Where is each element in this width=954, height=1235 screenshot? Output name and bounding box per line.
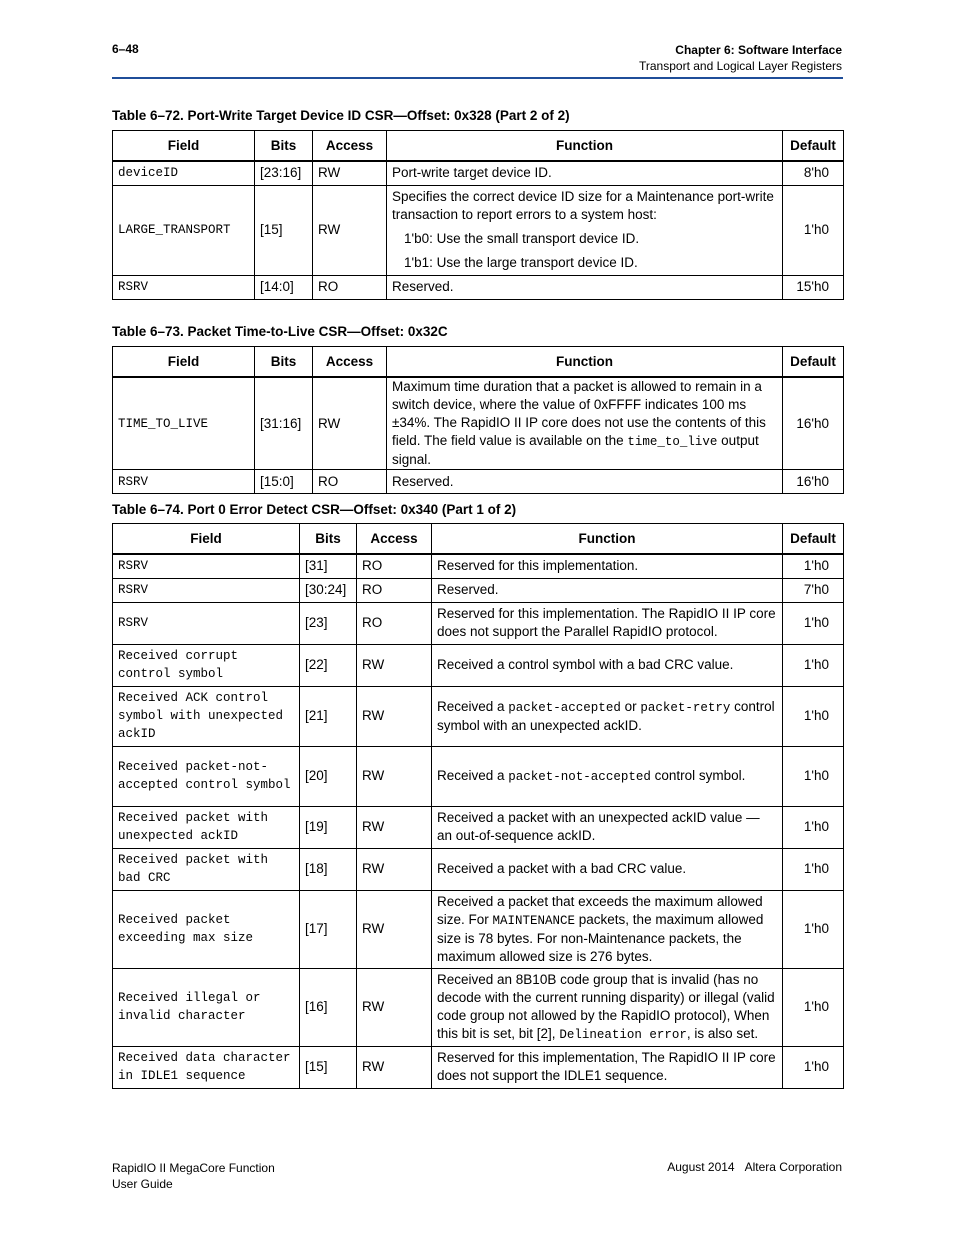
table-row: [113, 686, 844, 746]
cell-bits: [21]: [300, 686, 357, 746]
cell-bits: [14:0]: [255, 275, 313, 299]
cell-access: RO: [313, 275, 387, 299]
cell-default: 1'h0: [783, 554, 844, 578]
cell-function: [432, 890, 783, 968]
cell-bits: [22]: [300, 644, 357, 686]
running-header: [639, 42, 842, 74]
cell-default: 1'h0: [783, 968, 844, 1046]
cell-bits: [15]: [255, 185, 313, 275]
table74: [112, 523, 844, 1089]
col-access: Access: [313, 347, 387, 378]
cell-function: Received a packet with an unexpected ackID value — an out-of-sequence ackID.: [432, 806, 783, 848]
cell-access: RW: [357, 890, 432, 968]
cell-default: 16'h0: [783, 377, 844, 470]
function-text: Maximum time duration that a packet is allowed to remain in a switch device, where the value of 0xFFFF indicates 100 ms ±34%. The RapidIO II IP core does not use the contents of this field. The field value is available on the: [392, 379, 766, 448]
table74-caption: Table 6–74. Port 0 Error Detect CSR—Offset: 0x340 (Part 1 of 2): [112, 502, 517, 517]
cell-access: RW: [357, 644, 432, 686]
cell-default: 1'h0: [783, 185, 844, 275]
cell-bits: [16]: [300, 968, 357, 1046]
table-row: [113, 968, 844, 1046]
cell-default: 1'h0: [783, 890, 844, 968]
cell-bits: [15:0]: [255, 470, 313, 494]
function-text: packets, the maximum allowed size is 78 bytes. For non-Maintenance packets, the maximum allowed size is 276 bytes.: [437, 911, 764, 964]
cell-field: Received packet with unexpected ackID: [113, 806, 300, 848]
cell-default: 8'h0: [783, 161, 844, 185]
cell-default: 1'h0: [783, 746, 844, 806]
cell-default: 1'h0: [783, 806, 844, 848]
cell-bits: [30:24]: [300, 578, 357, 602]
cell-function: [432, 968, 783, 1046]
cell-function: [387, 185, 783, 275]
col-bits: Bits: [255, 131, 313, 162]
table-row: [113, 377, 844, 470]
table-row: [113, 470, 844, 494]
cell-field: Received packet-not-accepted control symbol: [113, 746, 300, 806]
cell-bits: [23:16]: [255, 161, 313, 185]
table-row: [113, 890, 844, 968]
cell-default: 15'h0: [783, 275, 844, 299]
footer-doc: [112, 1160, 275, 1192]
cell-field: RSRV: [113, 602, 300, 644]
cell-field: deviceID: [113, 161, 255, 185]
cell-access: RO: [357, 602, 432, 644]
cell-function: Reserved.: [432, 578, 783, 602]
table73: [112, 346, 844, 494]
function-text: Received a: [437, 698, 509, 714]
col-access: Access: [357, 524, 432, 555]
cell-bits: [31]: [300, 554, 357, 578]
signal-name: packet-accepted: [508, 700, 621, 715]
table-row: [113, 185, 844, 275]
doc-subtitle: User Guide: [112, 1177, 173, 1191]
cell-function: Reserved for this implementation. The RapidIO II IP core does not support the Parallel RapidIO protocol.: [432, 602, 783, 644]
chapter-title: Chapter 6: Software Interface: [675, 43, 842, 57]
cell-function: Port-write target device ID.: [387, 161, 783, 185]
cell-default: 16'h0: [783, 470, 844, 494]
cell-function: Reserved.: [387, 470, 783, 494]
table-row: [113, 848, 844, 890]
cell-field: Received ACK control symbol with unexpected ackID: [113, 686, 300, 746]
table72: [112, 130, 844, 300]
cell-access: RW: [357, 686, 432, 746]
table-row: [113, 275, 844, 299]
table-row: [113, 644, 844, 686]
cell-bits: [19]: [300, 806, 357, 848]
cell-bits: [15]: [300, 1046, 357, 1088]
table-row: [113, 554, 844, 578]
cell-default: 1'h0: [783, 602, 844, 644]
table-header-row: [113, 131, 844, 162]
cell-field: RSRV: [113, 275, 255, 299]
col-bits: Bits: [255, 347, 313, 378]
publish-date: August 2014: [667, 1160, 735, 1174]
function-option: 1'b0: Use the small transport device ID.: [404, 231, 640, 246]
table-row: [113, 1046, 844, 1088]
function-text: or: [620, 698, 641, 714]
function-text: output signal.: [392, 433, 759, 467]
page-number: 6–48: [112, 42, 139, 56]
col-field: Field: [113, 347, 255, 378]
cell-access: RW: [357, 746, 432, 806]
table-row: [113, 806, 844, 848]
cell-bits: [31:16]: [255, 377, 313, 470]
cell-field: Received packet with bad CRC: [113, 848, 300, 890]
cell-field: Received corrupt control symbol: [113, 644, 300, 686]
col-function: Function: [432, 524, 783, 555]
cell-access: RW: [357, 1046, 432, 1088]
cell-function: [432, 746, 783, 806]
cell-field: Received illegal or invalid character: [113, 968, 300, 1046]
cell-access: RW: [357, 968, 432, 1046]
header-rule: [112, 77, 843, 79]
cell-access: RW: [313, 185, 387, 275]
function-text: , is also set.: [686, 1025, 759, 1041]
table-header-row: [113, 524, 844, 555]
doc-title: RapidIO II MegaCore Function: [112, 1161, 275, 1175]
cell-bits: [20]: [300, 746, 357, 806]
col-function: Function: [387, 347, 783, 378]
table-row: [113, 602, 844, 644]
cell-access: RW: [313, 377, 387, 470]
cell-field: Received data character in IDLE1 sequence: [113, 1046, 300, 1088]
signal-name: Delineation error: [559, 1027, 687, 1042]
cell-field: TIME_TO_LIVE: [113, 377, 255, 470]
cell-function: Reserved for this implementation, The RapidIO II IP core does not support the IDLE1 sequence.: [432, 1046, 783, 1088]
footer-publisher: [657, 1160, 842, 1174]
signal-name: MAINTENANCE: [492, 913, 576, 928]
cell-function: Reserved for this implementation.: [432, 554, 783, 578]
cell-access: RW: [357, 806, 432, 848]
cell-field: RSRV: [113, 554, 300, 578]
signal-name: packet-not-accepted: [508, 769, 651, 784]
function-text: control symbol with an unexpected ackID.: [437, 698, 775, 733]
function-option: 1'b1: Use the large transport device ID.: [404, 255, 638, 270]
col-default: Default: [783, 347, 844, 378]
col-default: Default: [783, 131, 844, 162]
cell-access: RW: [313, 161, 387, 185]
cell-function: [432, 686, 783, 746]
cell-function: Received a packet with a bad CRC value.: [432, 848, 783, 890]
cell-function: Received a control symbol with a bad CRC value.: [432, 644, 783, 686]
cell-field: RSRV: [113, 470, 255, 494]
cell-default: 1'h0: [783, 1046, 844, 1088]
function-text: Received a packet that exceeds the maximum allowed size. For: [437, 893, 763, 927]
cell-field: LARGE_TRANSPORT: [113, 185, 255, 275]
table-header-row: [113, 347, 844, 378]
cell-function: Reserved.: [387, 275, 783, 299]
cell-access: RO: [313, 470, 387, 494]
cell-field: Received packet exceeding max size: [113, 890, 300, 968]
function-text: Received an 8B10B code group that is invalid (has no decode with the current running disparity) or illegal (valid code group not allowed by the RapidIO protocol), When this bit is set, bit [2],: [437, 971, 775, 1041]
signal-name: time_to_live: [627, 435, 718, 449]
table-row: [113, 161, 844, 185]
col-bits: Bits: [300, 524, 357, 555]
cell-field: RSRV: [113, 578, 300, 602]
cell-default: 1'h0: [783, 644, 844, 686]
cell-access: RW: [357, 848, 432, 890]
function-text: Specifies the correct device ID size for a Maintenance port-write transaction to report errors to a system host:: [392, 189, 774, 222]
col-function: Function: [387, 131, 783, 162]
table-row: [113, 746, 844, 806]
table72-caption: Table 6–72. Port-Write Target Device ID CSR—Offset: 0x328 (Part 2 of 2): [112, 108, 570, 123]
col-field: Field: [113, 131, 255, 162]
section-title: Transport and Logical Layer Registers: [639, 59, 842, 73]
cell-default: 7'h0: [783, 578, 844, 602]
col-default: Default: [783, 524, 844, 555]
table-row: [113, 578, 844, 602]
col-access: Access: [313, 131, 387, 162]
table73-caption: Table 6–73. Packet Time-to-Live CSR—Offset: 0x32C: [112, 324, 448, 339]
signal-name: packet-retry: [640, 700, 731, 715]
cell-bits: [18]: [300, 848, 357, 890]
cell-function: [387, 377, 783, 470]
function-text: Received a: [437, 767, 509, 783]
cell-bits: [17]: [300, 890, 357, 968]
cell-default: 1'h0: [783, 848, 844, 890]
cell-access: RO: [357, 578, 432, 602]
function-text: control symbol.: [650, 767, 746, 783]
company-name: Altera Corporation: [744, 1160, 842, 1174]
col-field: Field: [113, 524, 300, 555]
cell-access: RO: [357, 554, 432, 578]
cell-bits: [23]: [300, 602, 357, 644]
cell-default: 1'h0: [783, 686, 844, 746]
